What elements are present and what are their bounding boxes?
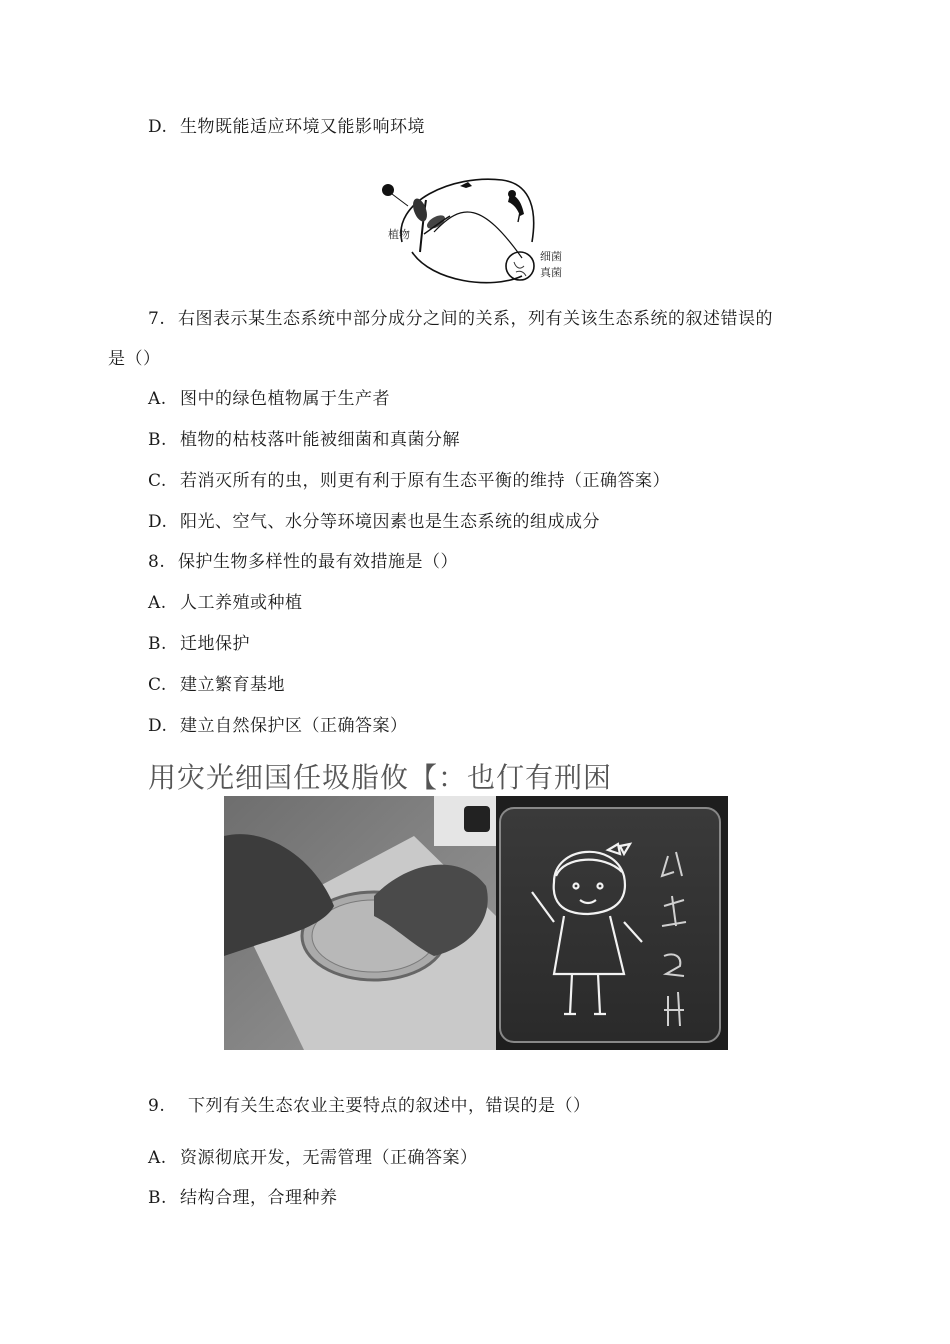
- option-letter: A.: [148, 389, 167, 409]
- fluorescent-bacteria-photo: [224, 796, 728, 1050]
- option-letter: C.: [148, 675, 167, 695]
- question-text: 保护生物多样性的最有效措施是（）: [178, 552, 458, 572]
- q7-stem-line1: [148, 308, 773, 330]
- q9-stem: [148, 1095, 591, 1117]
- q8-stem: [148, 551, 458, 573]
- option-text: 迁地保护: [180, 634, 250, 654]
- bird-icon: [508, 190, 524, 222]
- question-number: 9.: [148, 1096, 166, 1116]
- q6-option-d: [148, 116, 425, 138]
- option-letter: B.: [148, 430, 167, 450]
- option-text: 生物既能适应环境又能影响环境: [180, 117, 425, 137]
- q8-option-c: [148, 674, 285, 696]
- option-letter: A.: [148, 593, 167, 613]
- option-text: 阳光、空气、水分等环境因素也是生态系统的组成成分: [180, 512, 600, 532]
- q7-stem-line2: 是（）: [108, 349, 161, 369]
- q7-option-c: [148, 470, 670, 492]
- option-letter: D.: [148, 512, 168, 532]
- option-text: 植物的枯枝落叶能被细菌和真菌分解: [180, 430, 460, 450]
- q8-option-d: [148, 715, 408, 737]
- option-text: 建立繁育基地: [180, 675, 285, 695]
- question-text: 下列有关生态农业主要特点的叙述中，错误的是（）: [188, 1096, 591, 1116]
- insect-icon: [460, 182, 472, 188]
- option-letter: D.: [148, 716, 168, 736]
- option-text: 结构合理，合理种养: [180, 1188, 338, 1208]
- option-letter: B.: [148, 1188, 167, 1208]
- q7-option-b: [148, 429, 460, 451]
- question-number: 8.: [148, 552, 166, 572]
- q9-option-a: [148, 1147, 478, 1169]
- option-letter: C.: [148, 471, 167, 491]
- option-text: 资源彻底开发，无需管理（正确答案）: [180, 1148, 478, 1168]
- question-text: 右图表示某生态系统中部分成分之间的关系，列有关该生态系统的叙述错误的: [178, 309, 773, 329]
- plant-icon: [410, 197, 450, 252]
- question-number: 7.: [148, 309, 166, 329]
- q8-option-b: [148, 633, 250, 655]
- q8-option-a: [148, 592, 303, 614]
- option-text: 建立自然保护区（正确答案）: [180, 716, 408, 736]
- option-text: 图中的绿色植物属于生产者: [180, 389, 390, 409]
- label-plant: 植物: [388, 228, 410, 241]
- q7-option-d: [148, 511, 600, 533]
- option-text: 人工养殖或种植: [180, 593, 303, 613]
- option-letter: A.: [148, 1148, 167, 1168]
- dark-panel: [500, 808, 720, 1042]
- label-fungi: 真菌: [540, 266, 562, 279]
- label-bacteria: 细菌: [540, 250, 562, 263]
- q9-option-b: [148, 1187, 338, 1209]
- option-text: 若消灭所有的虫，则更有利于原有生态平衡的维持（正确答案）: [180, 471, 670, 491]
- garbled-caption: 用灾光细国任圾脂攸【：也仃有刑困: [148, 761, 613, 794]
- ecosystem-cycle-figure: [372, 172, 582, 290]
- option-letter: D.: [148, 117, 168, 137]
- q7-option-a: [148, 388, 390, 410]
- option-letter: B.: [148, 634, 167, 654]
